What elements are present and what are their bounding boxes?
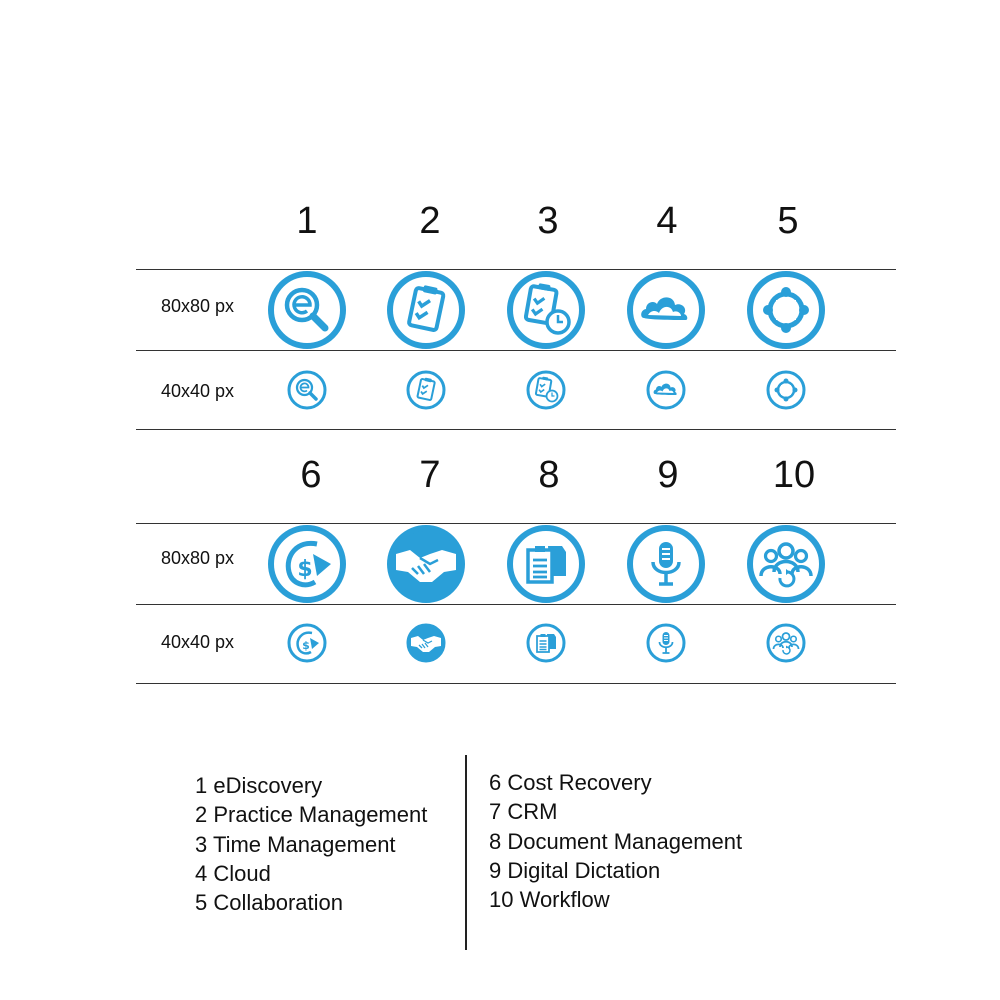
row-divider <box>136 604 896 605</box>
clipboard-checklist-icon <box>386 270 466 350</box>
size-label-80: 80x80 px <box>161 548 235 568</box>
legend-item: 7 CRM <box>489 799 558 825</box>
column-number-2: 2 <box>419 200 441 242</box>
handshake-icon <box>386 524 466 604</box>
column-number-7: 7 <box>419 454 441 496</box>
row-divider <box>136 429 896 430</box>
cloud-icon <box>626 270 706 350</box>
magnifier-e-icon <box>267 270 347 350</box>
legend-right <box>489 768 742 914</box>
document-folder-icon <box>526 623 566 663</box>
legend-item: 2 Practice Management <box>195 802 428 828</box>
team-cycle-icon <box>766 623 806 663</box>
size-label-80: 80x80 px <box>161 296 235 316</box>
document-folder-icon <box>506 524 586 604</box>
team-cycle-icon <box>746 524 826 604</box>
column-number-4: 4 <box>656 200 678 242</box>
column-number-1: 1 <box>296 200 318 242</box>
dollar-cycle-icon <box>287 623 327 663</box>
dollar-cycle-icon <box>267 524 347 604</box>
clipboard-clock-icon <box>526 370 566 410</box>
legend-left <box>195 771 427 917</box>
column-number-5: 5 <box>777 200 799 242</box>
handshake-icon <box>406 623 446 663</box>
size-label-40: 40x40 px <box>161 381 235 401</box>
magnifier-e-icon <box>287 370 327 410</box>
column-number-10: 10 <box>772 454 816 496</box>
size-label-40: 40x40 px <box>161 632 235 652</box>
microphone-icon <box>646 623 686 663</box>
column-number-8: 8 <box>538 454 560 496</box>
legend-item: 10 Workflow <box>489 887 610 913</box>
collaboration-ring-icon <box>766 370 806 410</box>
legend-divider <box>465 755 467 950</box>
legend-item: 1 eDiscovery <box>195 773 323 798</box>
legend-item: 9 Digital Dictation <box>489 857 661 883</box>
row-divider <box>136 683 896 684</box>
legend-item: 6 Cost Recovery <box>489 770 652 795</box>
column-number-6: 6 <box>300 454 322 496</box>
legend-item: 3 Time Management <box>195 831 396 857</box>
legend-item: 4 Cloud <box>195 860 271 886</box>
microphone-icon <box>626 524 706 604</box>
column-number-9: 9 <box>657 454 679 496</box>
row-divider <box>136 350 896 351</box>
column-number-3: 3 <box>537 200 559 242</box>
collaboration-ring-icon <box>746 270 826 350</box>
legend-item: 5 Collaboration <box>195 890 343 916</box>
legend-item: 8 Document Management <box>489 828 743 854</box>
clipboard-checklist-icon <box>406 370 446 410</box>
cloud-icon <box>646 370 686 410</box>
clipboard-clock-icon <box>506 270 586 350</box>
